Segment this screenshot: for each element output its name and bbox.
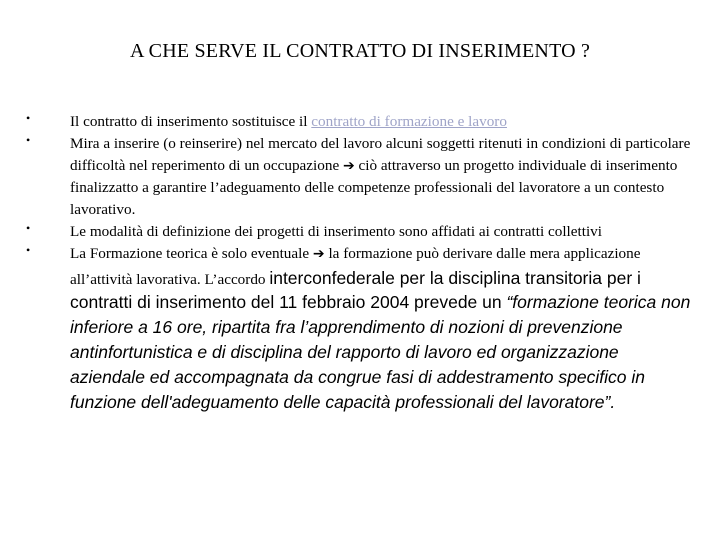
arrow-right-icon: ➔	[312, 245, 325, 262]
bullet-item-aim	[26, 133, 696, 221]
bullet-list	[26, 111, 696, 414]
aim-text: Mira a inserire (o reinserire) nel mercato del lavoro alcuni soggetti ritenuti in condizioni di particolare difficoltà nel reperimento di un occupazione	[70, 134, 691, 174]
slide-title: A CHE SERVE IL CONTRATTO DI INSERIMENTO ?	[129, 40, 591, 62]
training-text-continued: la formazione può derivare dalle mera applicazione all’attività lavorativa. L’accordo	[70, 244, 641, 288]
bullet-dot: •	[26, 111, 31, 125]
bullet-item-training	[26, 243, 696, 415]
bullet-text	[70, 221, 696, 243]
replaces-text: Il contratto di inserimento sostituisce il	[70, 113, 312, 130]
modalities-text: Le modalità di definizione dei progetti di inserimento sono affidati ai contratti collettivi	[70, 222, 602, 240]
aim-text-continued: ciò attraverso un progetto individuale di inserimento finalizzatto a garantire l’adeguamento delle competenze professionali del lavoratore a un contesto lavorativo.	[70, 156, 678, 219]
quoted-provision: “formazione teorica non inferiore a 16 ore, ripartita fra l’apprendimento di nozioni di prevenzione antinfortunistica e di disciplina del rapporto di lavoro ed organizzazione aziendale ed accompagnata da congrue fasi di addestramento specifico in funzione dell'adeguamento delle capacità professionali del lavoratore”.	[70, 292, 691, 412]
arrow-right-icon: ➔	[343, 157, 355, 174]
bullet-dot: •	[26, 242, 31, 257]
bullet-text	[70, 133, 696, 221]
accord-text: interconfederale per la disciplina transitoria per i contratti di inserimento del 11 febbraio 2004 prevede un	[70, 267, 641, 313]
bullet-text	[70, 111, 696, 133]
bullet-dot: •	[26, 132, 31, 147]
training-text: La Formazione teorica è solo eventuale	[70, 244, 313, 262]
formazione-lavoro-link[interactable]: contratto di formazione e lavoro	[311, 113, 507, 130]
bullet-text	[70, 243, 696, 415]
bullet-dot: •	[26, 220, 31, 235]
bullet-item-modalities	[26, 221, 696, 243]
bullet-item-replaces	[26, 111, 696, 133]
